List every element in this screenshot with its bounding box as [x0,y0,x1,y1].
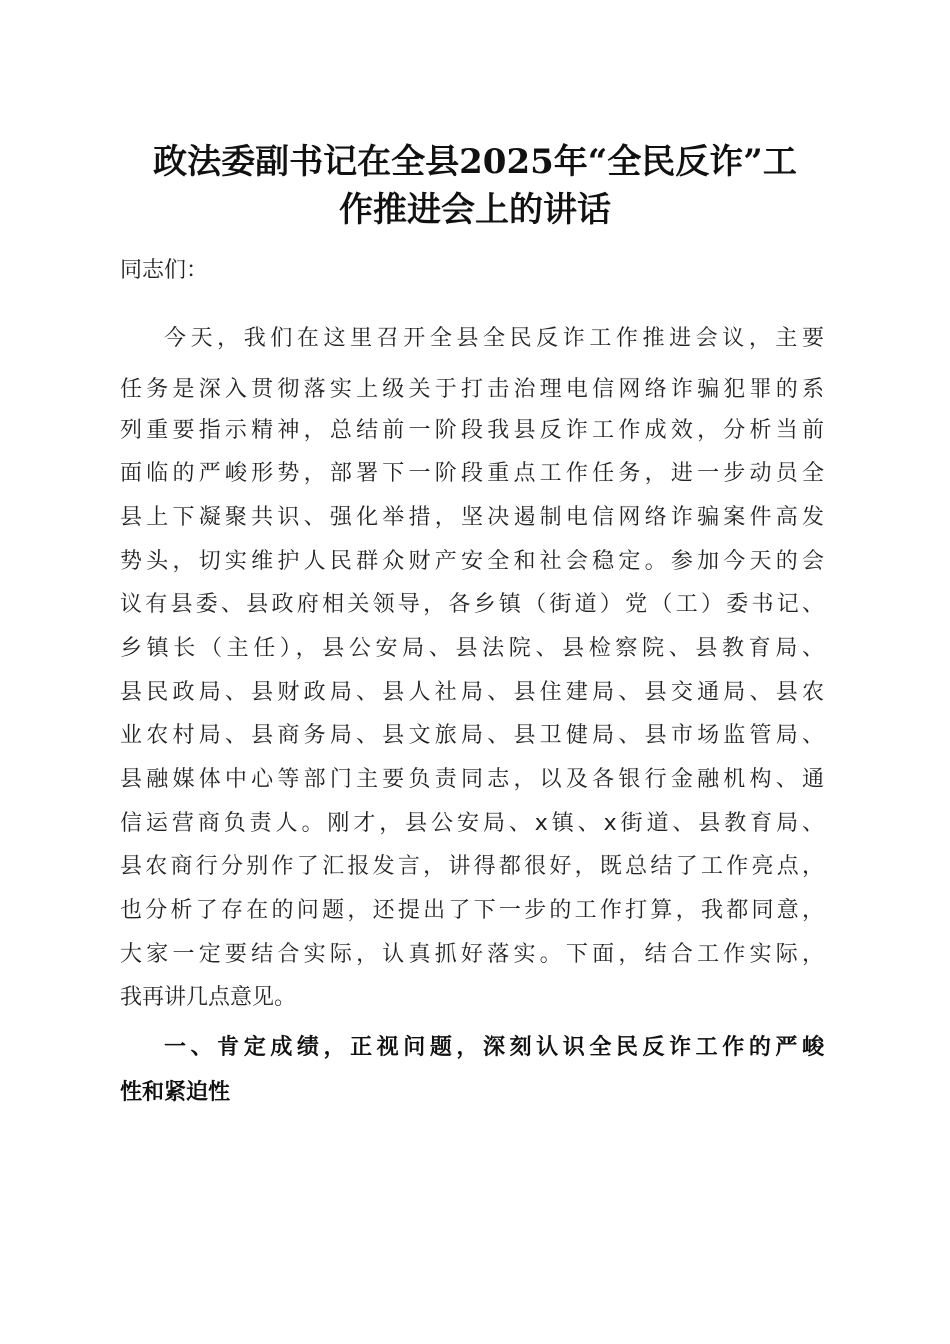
section-heading-line-1: 一、肯定成绩，正视问题，深刻认识全民反诈工作的严峻 [164,1035,824,1060]
paragraph-line: 面临的严峻形势，部署下一阶段重点工作任务，进一步动员全 [120,461,824,486]
paragraph-line: 今天，我们在这里召开全县全民反诈工作推进会议，主要 [164,326,824,351]
section-heading-line-2: 性和紧迫性 [120,1080,231,1105]
paragraph-line: 大家一定要结合实际，认真抓好落实。下面，结合工作实际， [120,942,824,967]
paragraph-line: 乡镇长（主任），县公安局、县法院、县检察院、县教育局、 [120,636,824,661]
document-title-line-1: 政法委副书记在全县2025年“全民反诈”工 [153,142,797,182]
paragraph-line: 县农商行分别作了汇报发言，讲得都很好，既总结了工作亮点， [120,854,824,879]
paragraph-line: 议有县委、县政府相关领导，各乡镇（街道）党（工）委书记、 [120,592,824,617]
paragraph-line: 列重要指示精神，总结前一阶段我县反诈工作成效，分析当前 [120,418,824,443]
paragraph-line: 县上下凝聚共识、强化举措，坚决遏制电信网络诈骗案件高发 [120,505,824,530]
paragraph-line: 县融媒体中心等部门主要负责同志，以及各银行金融机构、通 [120,767,824,792]
paragraph-line: 也分析了存在的问题，还提出了下一步的工作打算，我都同意， [120,898,824,923]
paragraph-line: 势头，切实维护人民群众财产安全和社会稳定。参加今天的会 [120,549,824,574]
salutation: 同志们： [120,258,209,283]
paragraph-line: 县民政局、县财政局、县人社局、县住建局、县交通局、县农 [120,680,824,705]
paragraph-line: 任务是深入贯彻落实上级关于打击治理电信网络诈骗犯罪的系 [120,377,824,402]
document-title-line-2: 作推进会上的讲话 [339,190,611,230]
paragraph-line: 业农村局、县商务局、县文旅局、县卫健局、县市场监管局、 [120,723,824,748]
paragraph-line: 信运营商负责人。刚才，县公安局、x镇、x街道、县教育局、 [120,811,824,836]
paragraph-line: 我再讲几点意见。 [120,985,297,1010]
